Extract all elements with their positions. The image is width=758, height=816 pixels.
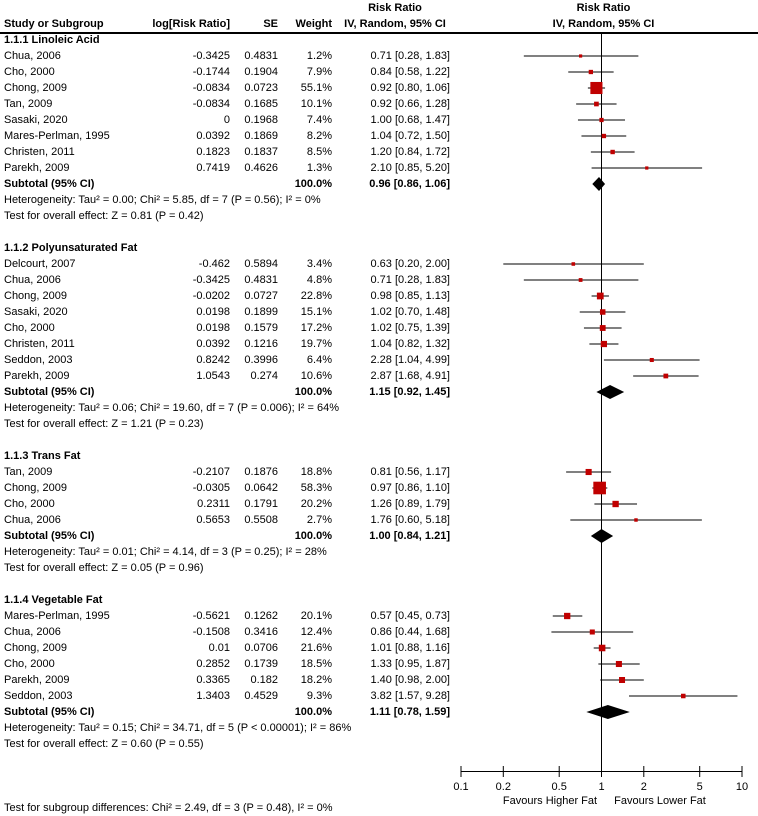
log-risk-ratio-value: -0.5621	[192, 610, 230, 622]
weight-value: 17.2%	[300, 322, 332, 334]
standard-error-value: 0.1262	[244, 610, 278, 622]
log-risk-ratio-value: -0.3425	[192, 50, 230, 62]
group-heading: 1.1.2 Polyunsaturated Fat	[4, 242, 138, 254]
study-name: Seddon, 2003	[4, 354, 73, 366]
standard-error-value: 0.4831	[244, 50, 278, 62]
standard-error-value: 0.5508	[244, 514, 278, 526]
weight-value: 58.3%	[300, 482, 332, 494]
effect-size-marker	[610, 150, 614, 154]
study-name: Parekh, 2009	[4, 370, 70, 382]
axis-tick-label: 10	[735, 781, 749, 793]
weight-value: 19.7%	[300, 338, 332, 350]
effect-size-marker	[650, 358, 654, 362]
log-risk-ratio-value: 0.7419	[196, 162, 230, 174]
overall-effect-text: Test for overall effect: Z = 0.05 (P = 0.96)	[4, 562, 204, 574]
subtotal-diamond	[591, 529, 613, 543]
study-name: Mares-Perlman, 1995	[4, 610, 110, 622]
effect-size-marker	[579, 54, 582, 57]
subtotal-label: Subtotal (95% CI)	[4, 386, 95, 398]
risk-ratio-ci-text: 0.81 [0.56, 1.17]	[370, 466, 450, 478]
study-name: Chua, 2006	[4, 50, 61, 62]
effect-size-marker	[612, 501, 618, 507]
standard-error-value: 0.1216	[244, 338, 278, 350]
standard-error-value: 0.0723	[244, 82, 278, 94]
effect-column-header-line1: Risk Ratio	[368, 2, 422, 14]
effect-size-marker	[599, 118, 603, 122]
standard-error-value: 0.1876	[244, 466, 278, 478]
study-name: Parekh, 2009	[4, 162, 70, 174]
subtotal-ci-text: 1.00 [0.84, 1.21]	[369, 530, 450, 542]
standard-error-value: 0.0642	[244, 482, 278, 494]
effect-size-marker	[600, 309, 605, 314]
effect-size-marker	[600, 325, 606, 331]
risk-ratio-ci-text: 2.10 [0.85, 5.20]	[370, 162, 450, 174]
risk-ratio-ci-text: 0.71 [0.28, 1.83]	[370, 50, 450, 62]
risk-ratio-ci-text: 0.97 [0.86, 1.10]	[370, 482, 450, 494]
standard-error-value: 0.4626	[244, 162, 278, 174]
effect-size-marker	[597, 293, 604, 300]
study-name: Christen, 2011	[4, 146, 75, 158]
study-name: Christen, 2011	[4, 338, 75, 350]
standard-error-value: 0.182	[250, 674, 278, 686]
axis-tick-label: 0.5	[551, 781, 567, 793]
group-heading: 1.1.4 Vegetable Fat	[4, 594, 103, 606]
log-risk-ratio-value: 0.1823	[196, 146, 230, 158]
effect-size-marker	[663, 374, 668, 379]
subtotal-ci-text: 1.11 [0.78, 1.59]	[369, 706, 450, 718]
weight-value: 20.2%	[300, 498, 332, 510]
risk-ratio-ci-text: 1.02 [0.75, 1.39]	[370, 322, 450, 334]
log-risk-ratio-value: -0.3425	[192, 274, 230, 286]
risk-ratio-ci-text: 2.28 [1.04, 4.99]	[370, 354, 450, 366]
effect-size-marker	[590, 82, 602, 94]
weight-value: 18.5%	[300, 658, 332, 670]
subtotal-ci-text: 1.15 [0.92, 1.45]	[369, 386, 450, 398]
overall-effect-text: Test for overall effect: Z = 0.60 (P = 0.55)	[4, 738, 204, 750]
weight-value: 18.2%	[300, 674, 332, 686]
study-name: Chua, 2006	[4, 274, 61, 286]
log-risk-ratio-value: 0.5653	[196, 514, 230, 526]
log-risk-ratio-value: 0.01	[208, 642, 230, 654]
standard-error-value: 0.1968	[244, 114, 278, 126]
study-name: Delcourt, 2007	[4, 258, 76, 270]
risk-ratio-ci-text: 1.33 [0.95, 1.87]	[370, 658, 450, 670]
standard-error-value: 0.274	[250, 370, 278, 382]
weight-value: 9.3%	[306, 690, 332, 702]
study-name: Mares-Perlman, 1995	[4, 130, 110, 142]
effect-size-marker	[681, 694, 686, 699]
log-risk-ratio-value: 1.3403	[196, 690, 230, 702]
overall-effect-text: Test for overall effect: Z = 1.21 (P = 0.23)	[4, 418, 204, 430]
log-risk-ratio-value: -0.0202	[192, 290, 230, 302]
weight-value: 7.9%	[306, 66, 332, 78]
weight-value: 1.3%	[306, 162, 332, 174]
log-risk-ratio-value: 0	[223, 114, 230, 126]
subgroup-difference-row	[0, 800, 758, 816]
weight-value: 15.1%	[300, 306, 332, 318]
weight-value: 20.1%	[300, 610, 332, 622]
favours-lower-fat-label: Favours Lower Fat	[614, 795, 706, 807]
effect-size-marker	[594, 102, 599, 107]
standard-error-value: 0.1904	[244, 66, 278, 78]
risk-ratio-ci-text: 0.63 [0.20, 2.00]	[370, 258, 450, 270]
risk-ratio-ci-text: 1.20 [0.84, 1.72]	[370, 146, 450, 158]
effect-size-marker	[619, 677, 625, 683]
effect-size-marker	[599, 645, 606, 652]
log-risk-ratio-value: 0.0392	[196, 130, 230, 142]
subtotal-weight: 100.0%	[294, 530, 332, 542]
weight-value: 18.8%	[300, 466, 332, 478]
weight-column-header: Weight	[295, 18, 332, 30]
risk-ratio-ci-text: 1.02 [0.70, 1.48]	[370, 306, 450, 318]
log-risk-ratio-value: 1.0543	[196, 370, 230, 382]
standard-error-value: 0.1739	[244, 658, 278, 670]
subtotal-weight: 100.0%	[294, 178, 332, 190]
log-risk-ratio-value: 0.0392	[196, 338, 230, 350]
log-risk-ratio-value: 0.0198	[196, 306, 230, 318]
standard-error-value: 0.0706	[244, 642, 278, 654]
effect-size-marker	[593, 482, 606, 495]
study-name: Chong, 2009	[4, 82, 67, 94]
standard-error-value: 0.1837	[244, 146, 278, 158]
study-name: Chua, 2006	[4, 626, 61, 638]
log-risk-ratio-value: 0.3365	[196, 674, 230, 686]
effect-size-marker	[634, 518, 637, 521]
heterogeneity-text: Heterogeneity: Tau² = 0.01; Chi² = 4.14, df = 3 (P = 0.25); I² = 28%	[4, 546, 327, 558]
study-name: Tan, 2009	[4, 466, 53, 478]
log-risk-ratio-value: -0.1744	[192, 66, 230, 78]
plot-header-line2: IV, Random, 95% CI	[552, 18, 655, 30]
log-risk-ratio-value: -0.462	[198, 258, 230, 270]
study-name: Cho, 2000	[4, 658, 55, 670]
weight-value: 10.1%	[300, 98, 332, 110]
axis-tick-label: 5	[696, 781, 703, 793]
effect-size-marker	[616, 661, 622, 667]
standard-error-value: 0.4831	[244, 274, 278, 286]
weight-value: 8.2%	[306, 130, 332, 142]
axis-tick-label: 0.2	[495, 781, 511, 793]
log-risk-ratio-value: 0.0198	[196, 322, 230, 334]
effect-size-marker	[589, 70, 593, 74]
subtotal-weight: 100.0%	[294, 706, 332, 718]
risk-ratio-ci-text: 1.01 [0.88, 1.16]	[370, 642, 450, 654]
risk-ratio-ci-text: 1.40 [0.98, 2.00]	[370, 674, 450, 686]
study-name: Parekh, 2009	[4, 674, 70, 686]
weight-value: 55.1%	[300, 82, 332, 94]
log-risk-ratio-value: 0.2852	[196, 658, 230, 670]
effect-size-marker	[645, 166, 648, 169]
effect-column-header-line2: IV, Random, 95% CI	[344, 18, 446, 30]
subtotal-diamond	[596, 385, 624, 399]
heterogeneity-text: Heterogeneity: Tau² = 0.15; Chi² = 34.71, df = 5 (P < 0.00001); I² = 86%	[4, 722, 352, 734]
study-name: Cho, 2000	[4, 322, 55, 334]
risk-ratio-ci-text: 0.71 [0.28, 1.83]	[370, 274, 450, 286]
subtotal-label: Subtotal (95% CI)	[4, 530, 95, 542]
log-risk-ratio-value: -0.0834	[192, 82, 230, 94]
effect-size-marker	[586, 469, 592, 475]
log-risk-ratio-value: -0.0305	[192, 482, 230, 494]
weight-value: 2.7%	[306, 514, 332, 526]
risk-ratio-ci-text: 1.00 [0.68, 1.47]	[370, 114, 450, 126]
study-name: Chong, 2009	[4, 482, 67, 494]
axis-tick-label: 2	[640, 781, 647, 793]
risk-ratio-ci-text: 3.82 [1.57, 9.28]	[370, 690, 450, 702]
risk-ratio-ci-text: 2.87 [1.68, 4.91]	[370, 370, 450, 382]
weight-value: 10.6%	[300, 370, 332, 382]
weight-value: 8.5%	[306, 146, 332, 158]
standard-error-value: 0.0727	[244, 290, 278, 302]
study-name: Sasaki, 2020	[4, 114, 68, 126]
weight-value: 22.8%	[300, 290, 332, 302]
risk-ratio-ci-text: 0.92 [0.80, 1.06]	[370, 82, 450, 94]
standard-error-value: 0.3996	[244, 354, 278, 366]
risk-ratio-ci-text: 0.98 [0.85, 1.13]	[370, 290, 450, 302]
overall-effect-text: Test for overall effect: Z = 0.81 (P = 0.42)	[4, 210, 204, 222]
effect-size-marker	[579, 278, 583, 282]
weight-value: 21.6%	[300, 642, 332, 654]
standard-error-value: 0.1869	[244, 130, 278, 142]
log-risk-ratio-value: -0.2107	[192, 466, 230, 478]
study-name: Chua, 2006	[4, 514, 61, 526]
subtotal-diamond	[592, 177, 605, 191]
log-risk-ratio-value: 0.2311	[197, 498, 230, 510]
study-name: Tan, 2009	[4, 98, 53, 110]
study-column-header: Study or Subgroup	[4, 18, 104, 30]
study-name: Chong, 2009	[4, 290, 67, 302]
subgroup-difference-text: Test for subgroup differences: Chi² = 2.49, df = 3 (P = 0.48), I² = 0%	[4, 802, 333, 814]
study-name: Seddon, 2003	[4, 690, 73, 702]
weight-value: 7.4%	[306, 114, 332, 126]
log-rr-column-header: log[Risk Ratio]	[152, 18, 230, 30]
weight-value: 3.4%	[306, 258, 332, 270]
weight-value: 6.4%	[306, 354, 332, 366]
study-name: Sasaki, 2020	[4, 306, 68, 318]
weight-value: 1.2%	[306, 50, 332, 62]
weight-value: 12.4%	[300, 626, 332, 638]
weight-value: 4.8%	[306, 274, 332, 286]
standard-error-value: 0.1791	[244, 498, 278, 510]
study-name: Chong, 2009	[4, 642, 67, 654]
standard-error-value: 0.3416	[244, 626, 278, 638]
log-risk-ratio-value: -0.0834	[192, 98, 230, 110]
group-heading: 1.1.3 Trans Fat	[4, 450, 81, 462]
effect-size-marker	[564, 613, 570, 619]
risk-ratio-ci-text: 1.76 [0.60, 5.18]	[370, 514, 450, 526]
axis-tick-label: 1	[598, 781, 605, 793]
risk-ratio-ci-text: 1.04 [0.82, 1.32]	[370, 338, 450, 350]
subtotal-label: Subtotal (95% CI)	[4, 178, 95, 190]
effect-size-marker	[572, 262, 576, 266]
standard-error-value: 0.1685	[244, 98, 278, 110]
group-heading: 1.1.1 Linoleic Acid	[4, 34, 100, 46]
subtotal-diamond	[586, 705, 629, 719]
log-risk-ratio-value: -0.1508	[192, 626, 230, 638]
effect-size-marker	[602, 134, 606, 138]
risk-ratio-ci-text: 0.57 [0.45, 0.73]	[370, 610, 450, 622]
subtotal-weight: 100.0%	[294, 386, 332, 398]
risk-ratio-ci-text: 0.86 [0.44, 1.68]	[370, 626, 450, 638]
subtotal-ci-text: 0.96 [0.86, 1.06]	[369, 178, 450, 190]
standard-error-value: 0.1579	[244, 322, 278, 334]
standard-error-value: 0.5894	[244, 258, 278, 270]
standard-error-value: 0.1899	[244, 306, 278, 318]
axis-tick-label: 0.1	[453, 781, 469, 793]
risk-ratio-ci-text: 0.92 [0.66, 1.28]	[370, 98, 450, 110]
standard-error-value: 0.4529	[244, 690, 278, 702]
se-column-header: SE	[263, 18, 278, 30]
heterogeneity-text: Heterogeneity: Tau² = 0.00; Chi² = 5.85, df = 7 (P = 0.56); I² = 0%	[4, 194, 321, 206]
study-name: Cho, 2000	[4, 66, 55, 78]
heterogeneity-text: Heterogeneity: Tau² = 0.06; Chi² = 19.60, df = 7 (P = 0.006); I² = 64%	[4, 402, 339, 414]
effect-size-marker	[601, 341, 607, 347]
log-risk-ratio-value: 0.8242	[196, 354, 230, 366]
risk-ratio-ci-text: 1.26 [0.89, 1.79]	[370, 498, 450, 510]
risk-ratio-ci-text: 1.04 [0.72, 1.50]	[370, 130, 450, 142]
risk-ratio-ci-text: 0.84 [0.58, 1.22]	[370, 66, 450, 78]
plot-header-line1: Risk Ratio	[576, 2, 631, 14]
favours-higher-fat-label: Favours Higher Fat	[502, 795, 598, 807]
study-name: Cho, 2000	[4, 498, 55, 510]
effect-size-marker	[590, 629, 595, 634]
subtotal-label: Subtotal (95% CI)	[4, 706, 95, 718]
